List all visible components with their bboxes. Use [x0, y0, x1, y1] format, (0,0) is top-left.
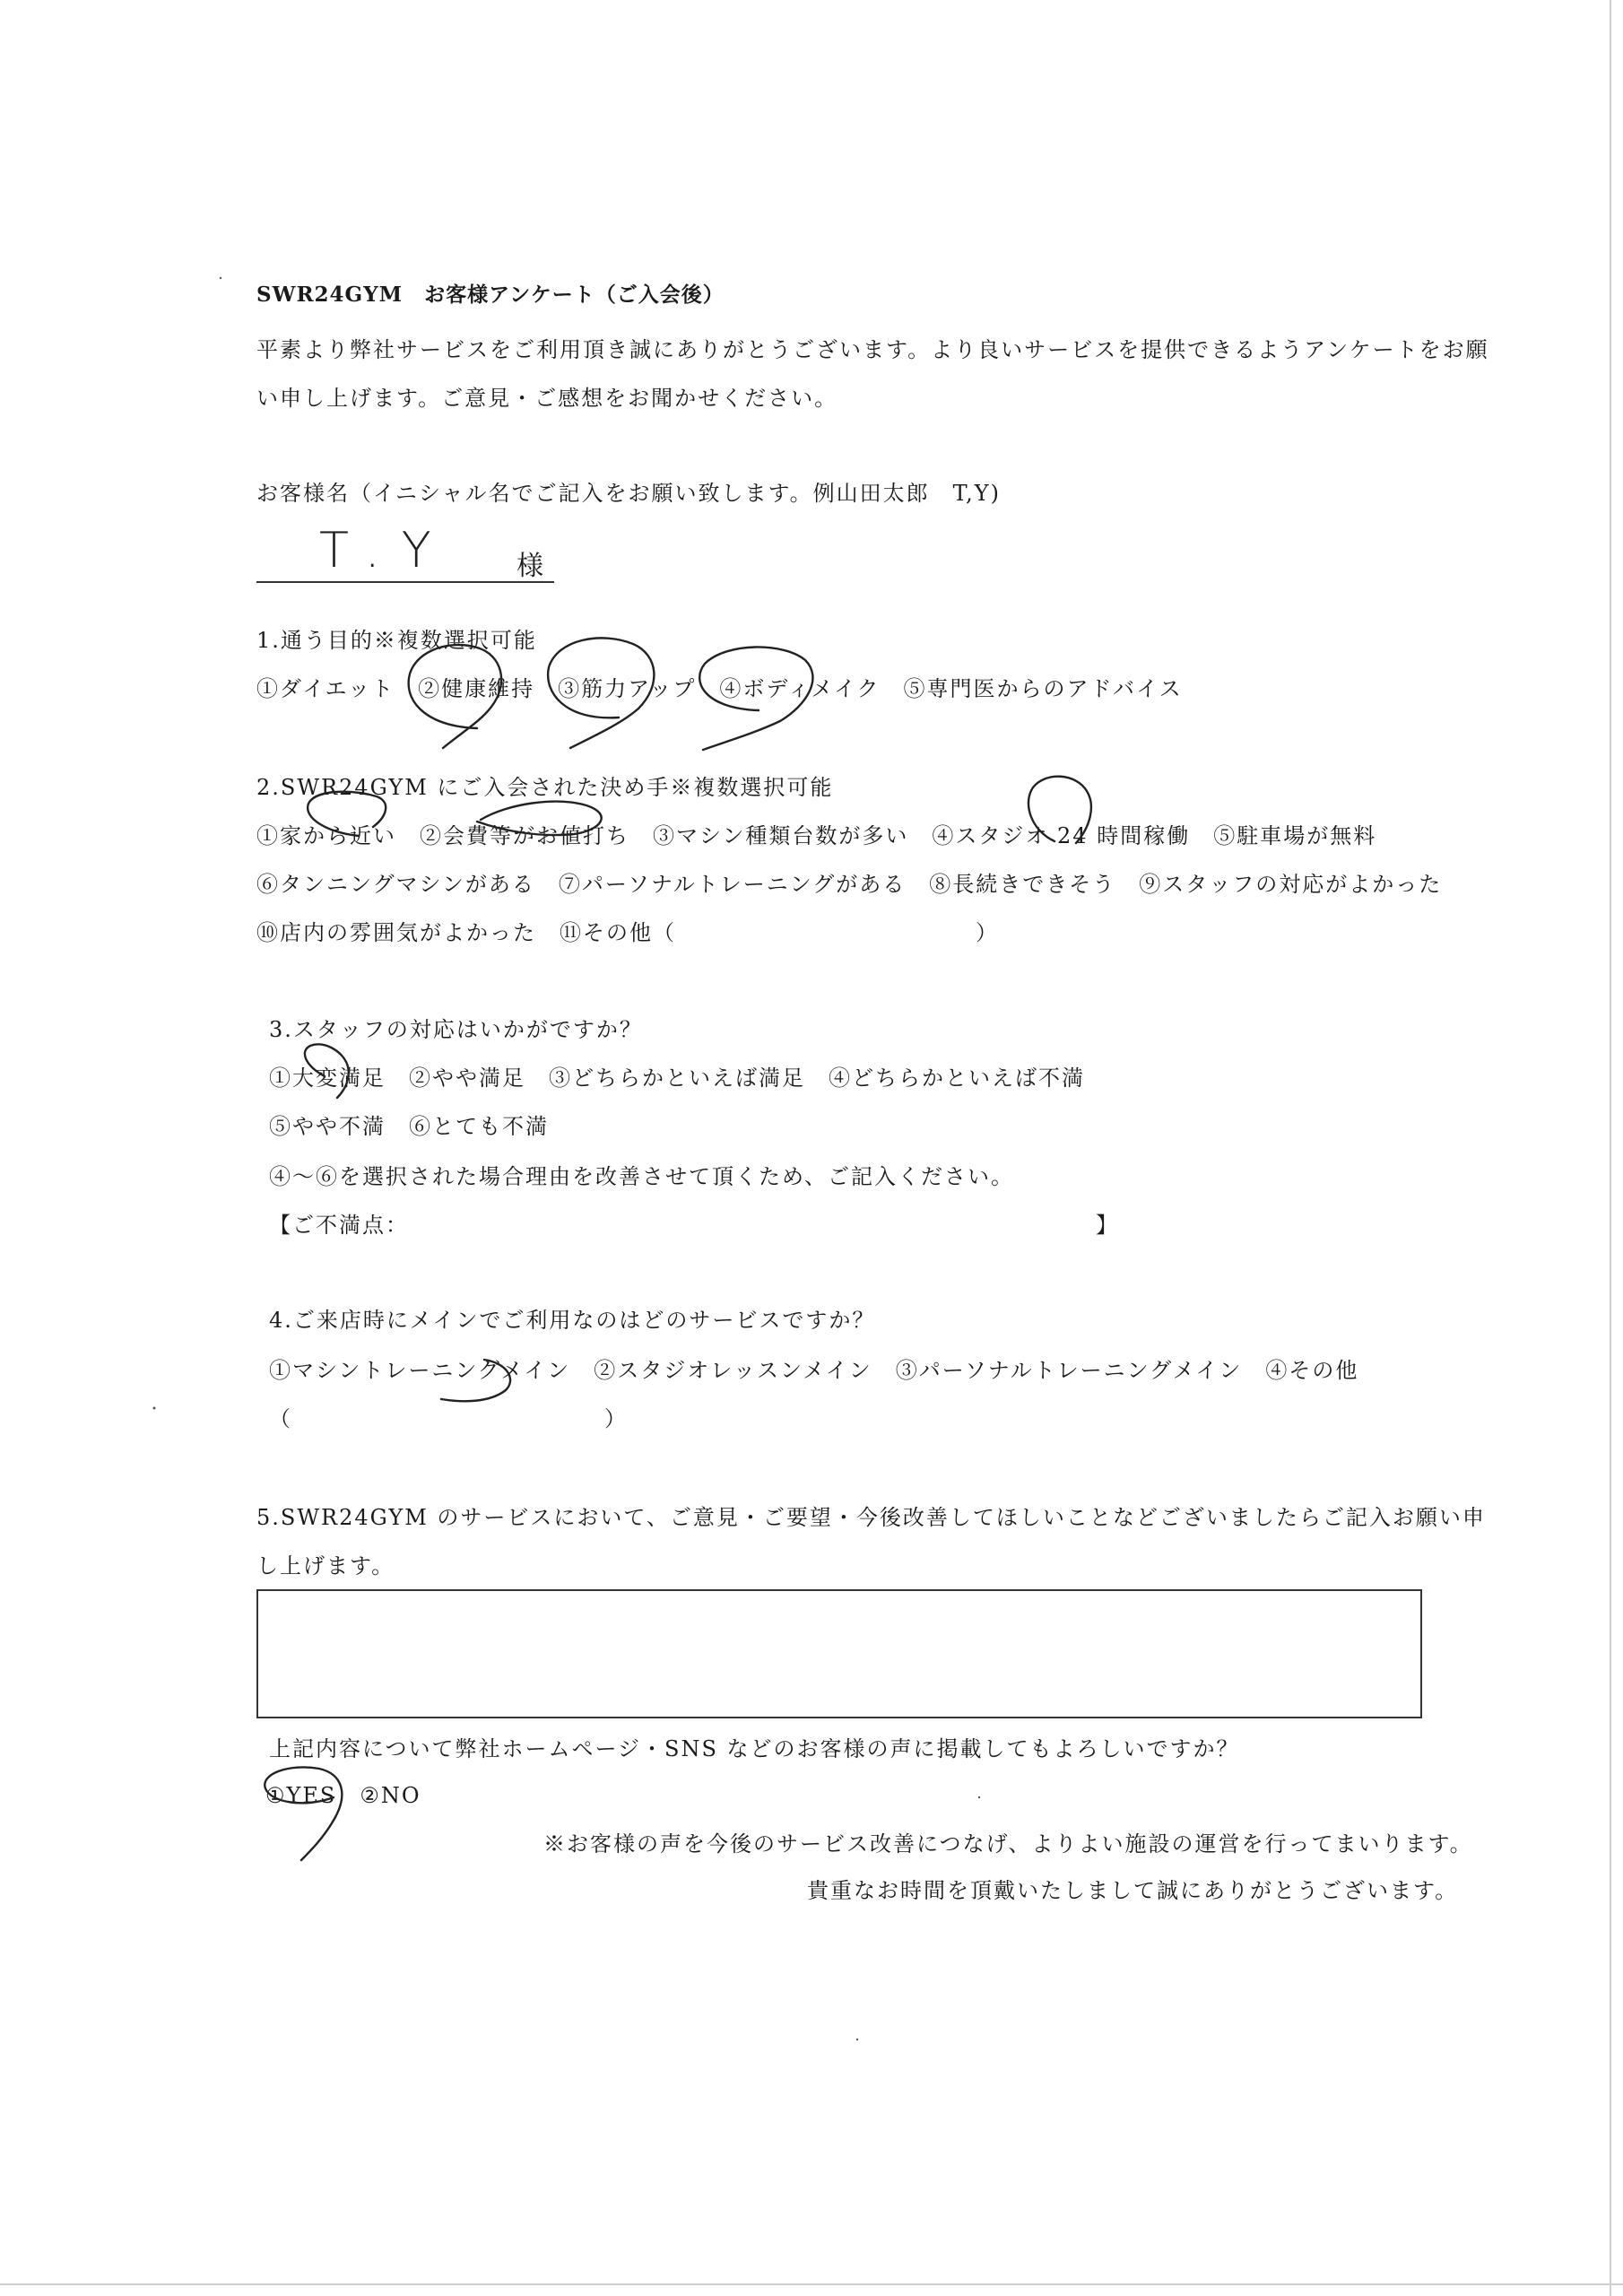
q3-complaint-close: 】 — [1096, 1213, 1119, 1238]
q2-options-row-2[interactable]: ⑥タンニングマシンがある ⑦パーソナルトレーニングがある ⑧長続きできそう ⑨スタッフの対応がよかった — [256, 872, 1443, 897]
q3-options-row-1[interactable]: ①大変満足 ②やや満足 ③どちらかといえば満足 ④どちらかといえば不満 — [269, 1065, 1085, 1091]
scan-speck — [220, 277, 221, 279]
q4-other-close-paren: ） — [604, 1406, 628, 1431]
consent-question: 上記内容について弊社ホームページ・SNS などのお客様の声に掲載してもよろしいですか？ — [269, 1736, 1240, 1761]
q5-label-line-1: 5.SWR24GYM のサービスにおいて、ご意見・ご要望・今後改善してほしいことなどございましたらご記入お願い申 — [256, 1505, 1486, 1530]
q2-options-row-3[interactable]: ⑩店内の雰囲気がよかった ⑪その他（ — [256, 920, 676, 945]
q2-options-row-1[interactable]: ①家から近い ②会費等がお値打ち ③マシン種類台数が多い ④スタジオ 24 時間稼働 ⑤駐車場が無料 — [256, 823, 1377, 848]
scan-speck — [856, 2039, 858, 2040]
customer-name-prompt: お客様名（イニシャル名でご記入をお願い致します。例山田太郎 T,Y) — [256, 481, 1001, 506]
q4-other-open-paren: （ — [269, 1406, 292, 1431]
circle-q1-health — [409, 645, 501, 748]
footer-note-2: 貴重なお時間を頂戴いたしまして誠にありがとうございます。 — [807, 1878, 1459, 1903]
circle-q2-value — [477, 802, 602, 835]
circle-consent-yes — [265, 1767, 342, 1860]
q1-options[interactable]: ①ダイエット ②健康維持 ③筋力アップ ④ボディメイク ⑤専門医からのアドバイス — [256, 676, 1183, 701]
q5-label-line-2: し上げます。 — [256, 1553, 395, 1578]
circle-q2-24h — [1028, 777, 1091, 843]
q1-label: 1.通う目的※複数選択可能 — [256, 628, 537, 653]
q3-label: 3.スタッフの対応はいかがですか？ — [269, 1017, 643, 1042]
q3-note: ④～⑥を選択された場合理由を改善させて頂くため、ご記入ください。 — [269, 1164, 1015, 1189]
circle-q3-very-satisfied — [305, 1044, 349, 1098]
customer-honorific: 様 — [516, 551, 545, 582]
circle-q2-near-home — [308, 792, 386, 836]
customer-initials-handwritten: T.Y — [319, 522, 453, 578]
scan-speck — [153, 1407, 156, 1410]
circle-q1-bodymake — [699, 647, 812, 750]
q4-label: 4.ご来店時にメインでご利用なのはどのサービスですか？ — [269, 1308, 876, 1333]
q3-options-row-2[interactable]: ⑤やや不満 ⑥とても不満 — [269, 1114, 549, 1139]
q2-label: 2.SWR24GYM にご入会された決め手※複数選択可能 — [256, 775, 834, 800]
scan-speck — [978, 1796, 980, 1798]
q2-other-close-paren: ） — [976, 920, 999, 945]
survey-title: SWR24GYM お客様アンケート（ご入会後） — [256, 283, 725, 307]
consent-options[interactable]: ①YES ②NO — [265, 1783, 421, 1808]
q3-complaint-open: 【ご不満点： — [269, 1213, 409, 1238]
circle-q4-machine — [441, 1360, 510, 1401]
circle-q1-strength — [548, 638, 654, 748]
footer-note-1: ※お客様の声を今後のサービス改善につなげ、よりよい施設の運営を行ってまいります。 — [543, 1831, 1473, 1857]
q4-options-row-1[interactable]: ①マシントレーニングメイン ②スタジオレッスンメイン ③パーソナルトレーニングメイン ④その他 — [269, 1358, 1359, 1383]
intro-line-2: い申し上げます。ご意見・ご感想をお聞かせください。 — [256, 386, 838, 411]
intro-line-1: 平素より弊社サービスをご利用頂き誠にありがとうございます。より良いサービスを提供できるようアンケートをお願 — [256, 337, 1489, 362]
